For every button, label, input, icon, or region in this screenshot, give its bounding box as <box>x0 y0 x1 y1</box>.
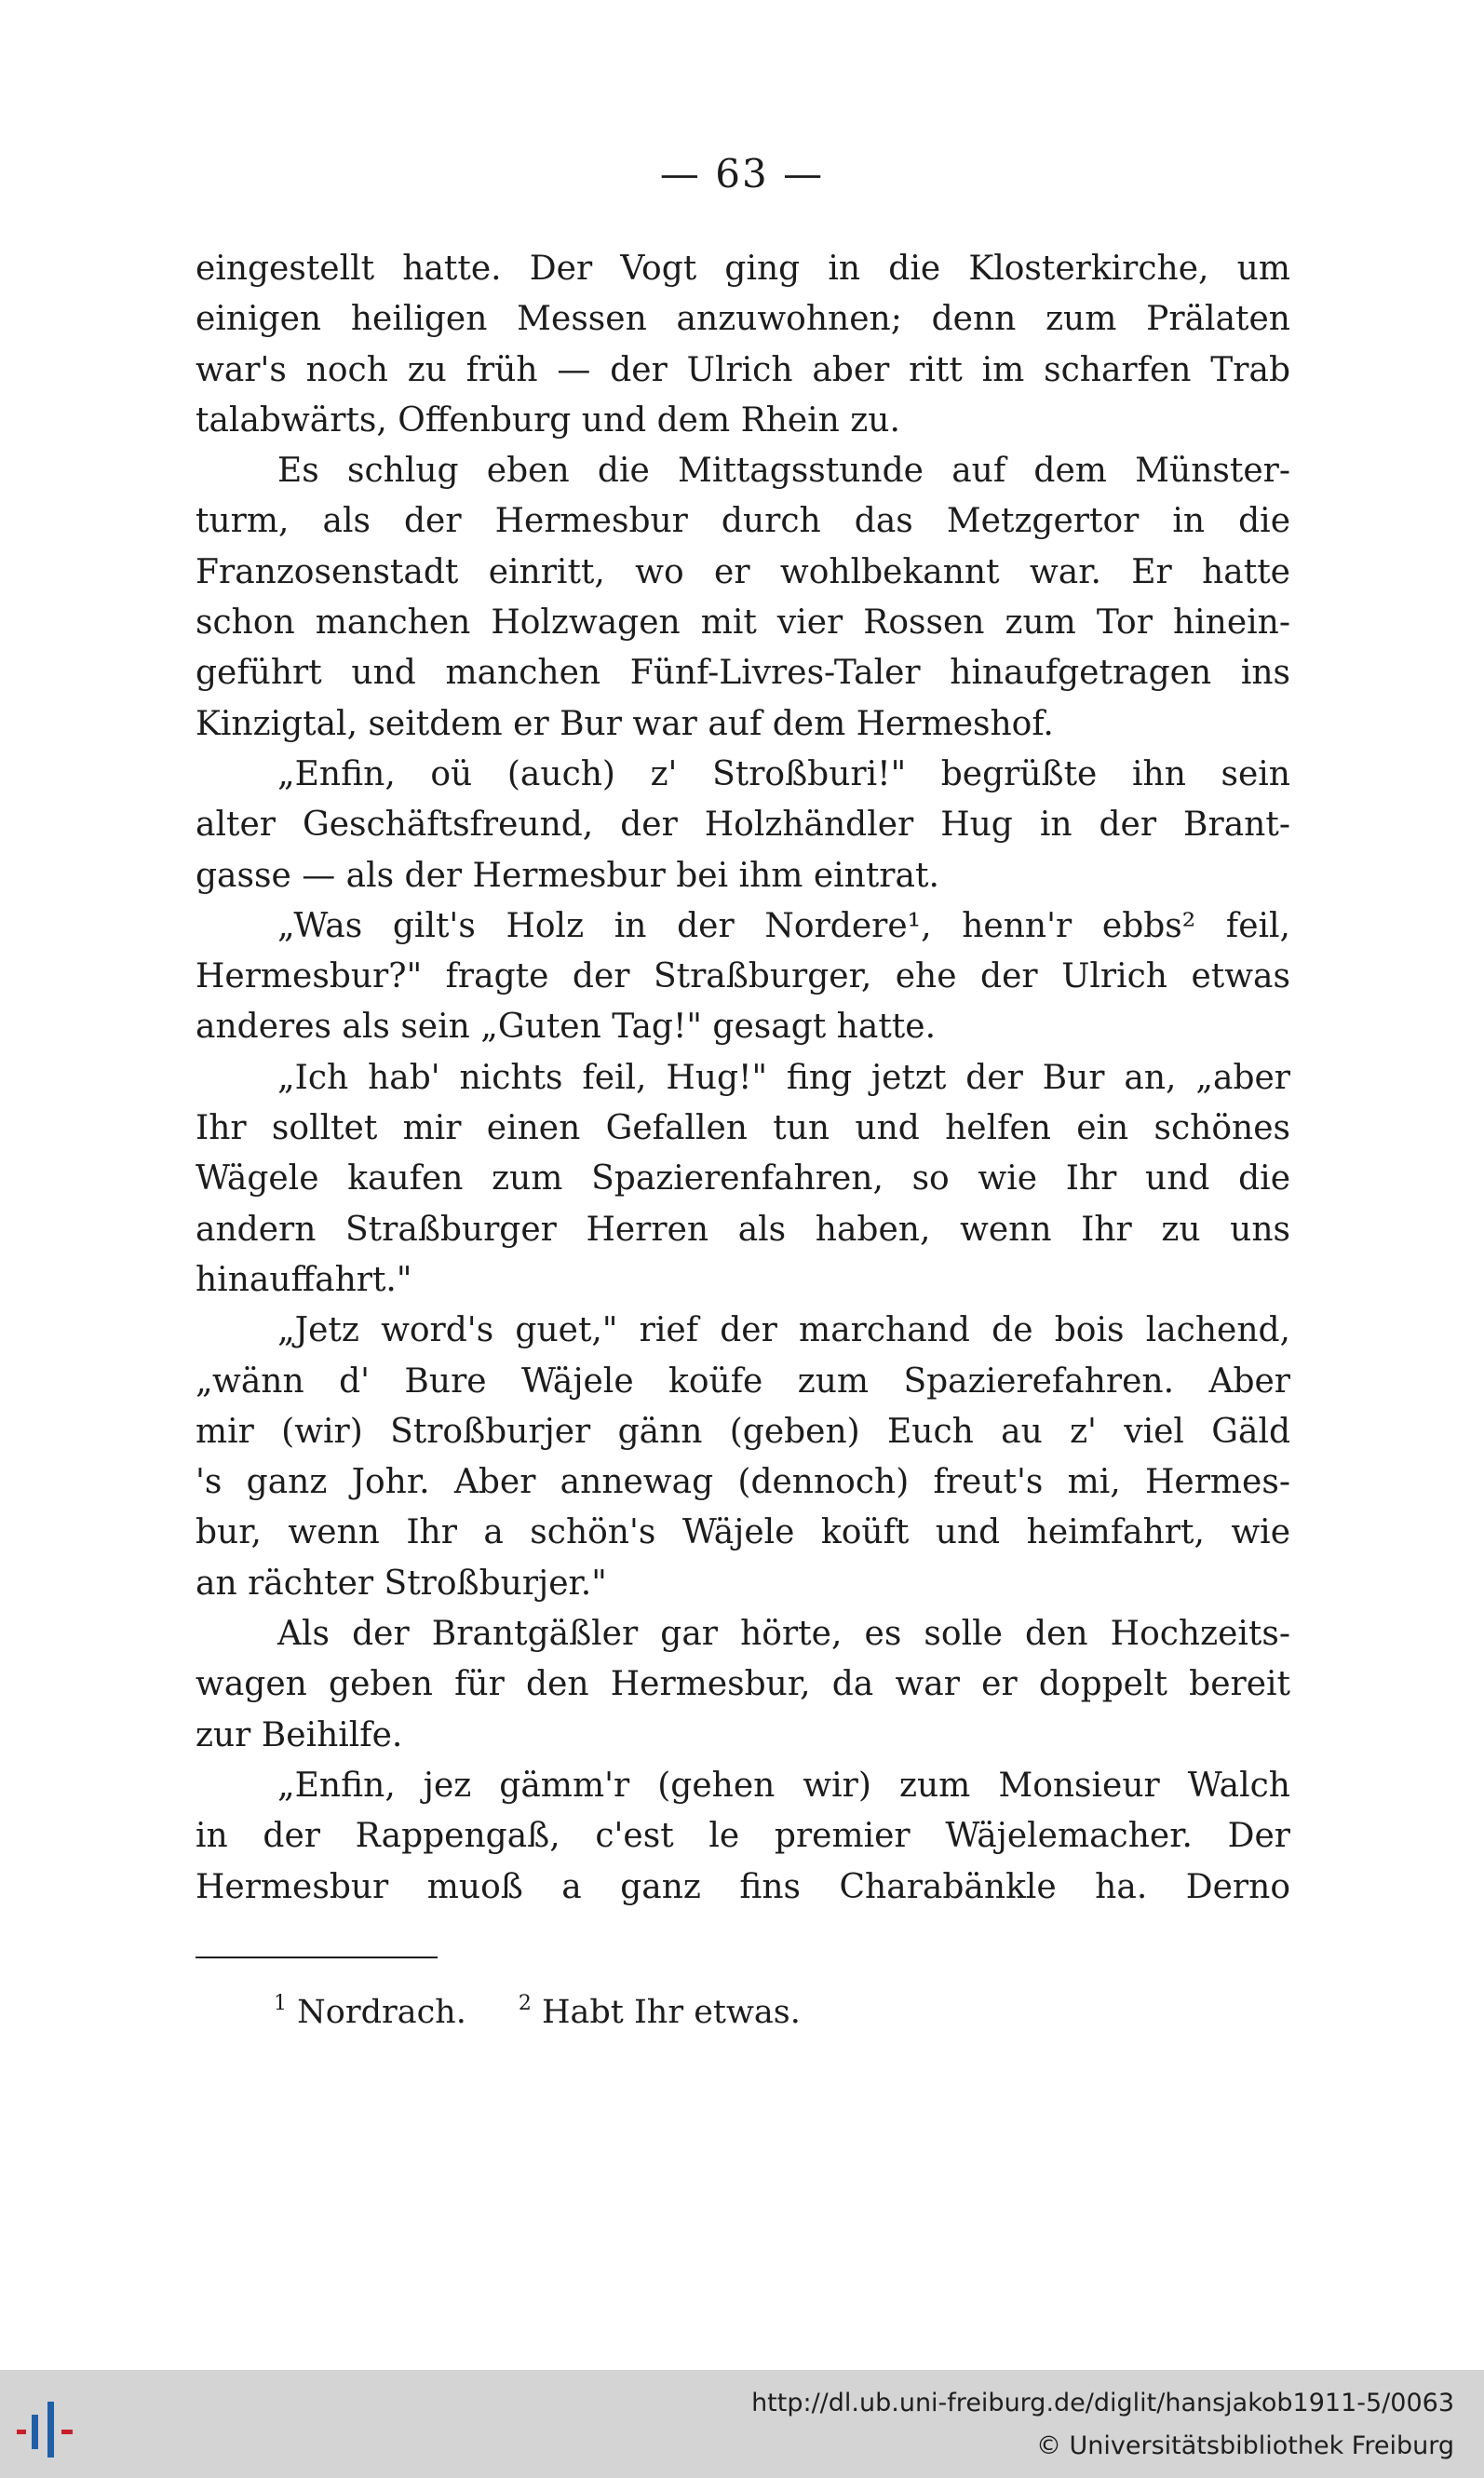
text-line: gasse — als der Hermesbur bei ihm eintrat. <box>196 856 939 895</box>
text-line: turm, als der Hermesbur durch das Metzgertor in die <box>196 502 1290 541</box>
text-line: war's noch zu früh — der Ulrich aber ritt im scharfen Trab <box>196 350 1290 389</box>
text-line: bur, wenn Ihr a schön's Wäjele koüft und heimfahrt, wie <box>196 1513 1290 1552</box>
library-footer <box>0 2370 1484 2478</box>
text-line: einigen heiligen Messen anzuwohnen; denn zum Prälaten <box>196 300 1290 339</box>
text-line: wagen geben für den Hermesbur, da war er doppelt bereit <box>196 1665 1290 1704</box>
text-line: Hermesbur muoß a ganz fins Charabänkle ha. Derno <box>196 1867 1290 1906</box>
footnote-2: $^2$ Habt Ihr etwas. <box>518 1992 801 2031</box>
text-line: schon manchen Holzwagen mit vier Rossen zum Tor hinein- <box>196 603 1290 643</box>
text-line: Franzosenstadt einritt, wo er wohlbekannt war. Er hatte <box>196 552 1290 591</box>
text-line: Ihr solltet mir einen Gefallen tun und helfen ein schönes <box>196 1109 1290 1148</box>
text-line: hinauffahrt." <box>196 1260 412 1299</box>
ub-freiburg-logo-icon <box>17 2389 97 2463</box>
body-text <box>196 244 1290 1913</box>
page-number: — 63 — <box>659 151 825 196</box>
text-line: andern Straßburger Herren als haben, wenn Ihr zu uns <box>196 1210 1290 1249</box>
text-line: Hermesbur?" fragte der Straßburger, ehe der Ulrich etwas <box>196 957 1290 996</box>
text-line: eingestellt hatte. Der Vogt ging in die Klosterkirche, um <box>196 250 1290 288</box>
text-line: „wänn d' Bure Wäjele koüfe zum Spazierefahren. Aber <box>196 1361 1290 1401</box>
text-line: Als der Brantgäßler gar hörte, es solle den Hochzeits- <box>277 1615 1290 1654</box>
text-line: zur Beihilfe. <box>196 1715 403 1754</box>
text-line: talabwärts, Offenburg und dem Rhein zu. <box>196 400 900 440</box>
text-line: anderes als sein „Guten Tag!" gesagt hatte. <box>196 1008 937 1047</box>
text-line: mir (wir) Stroßburjer gänn (geben) Euch au z' viel Gäld <box>196 1412 1290 1451</box>
text-line: in der Rappengaß, c'est le premier Wäjelemacher. Der <box>196 1817 1290 1856</box>
text-line: Es schlug eben die Mittagsstunde auf dem Münster- <box>277 452 1290 491</box>
text-line: an rächter Stroßburjer." <box>196 1564 607 1603</box>
permalink-url[interactable]: http://dl.ub.uni-freiburg.de/diglit/hansjakob1911-5/0063 <box>751 2389 1454 2417</box>
text-line: „Enfin, jez gämm'r (gehen wir) zum Monsieur Walch <box>277 1766 1290 1805</box>
text-line: „Jetz word's guet," rief der marchand de bois lachend, <box>277 1311 1290 1350</box>
copyright-notice: © Universitätsbibliothek Freiburg <box>1035 2431 1454 2460</box>
text-line: geführt und manchen Fünf-Livres-Taler hinaufgetragen ins <box>196 654 1290 693</box>
text-line: Wägele kaufen zum Spazierenfahren, so wie Ihr und die <box>196 1159 1290 1198</box>
footnote-rule <box>196 1957 438 1958</box>
footnote-1: $^1$ Nordrach. <box>274 1992 466 2031</box>
text-line: alter Geschäftsfreund, der Holzhändler Hug in der Brant- <box>196 806 1290 845</box>
text-line: „Ich hab' nichts feil, Hug!" fing jetzt der Bur an, „aber <box>277 1058 1290 1097</box>
text-line: 's ganz Johr. Aber annewag (dennoch) freut's mi, Hermes- <box>196 1463 1290 1502</box>
text-line: Kinzigtal, seitdem er Bur war auf dem Hermeshof. <box>196 704 1054 743</box>
text-line: „Enfin, oü (auch) z' Stroßburi!" begrüßte ihn sein <box>277 754 1290 793</box>
text-line: „Was gilt's Holz in der Nordere¹, henn'r ebbs² feil, <box>277 906 1290 945</box>
footnotes <box>274 1979 801 2038</box>
